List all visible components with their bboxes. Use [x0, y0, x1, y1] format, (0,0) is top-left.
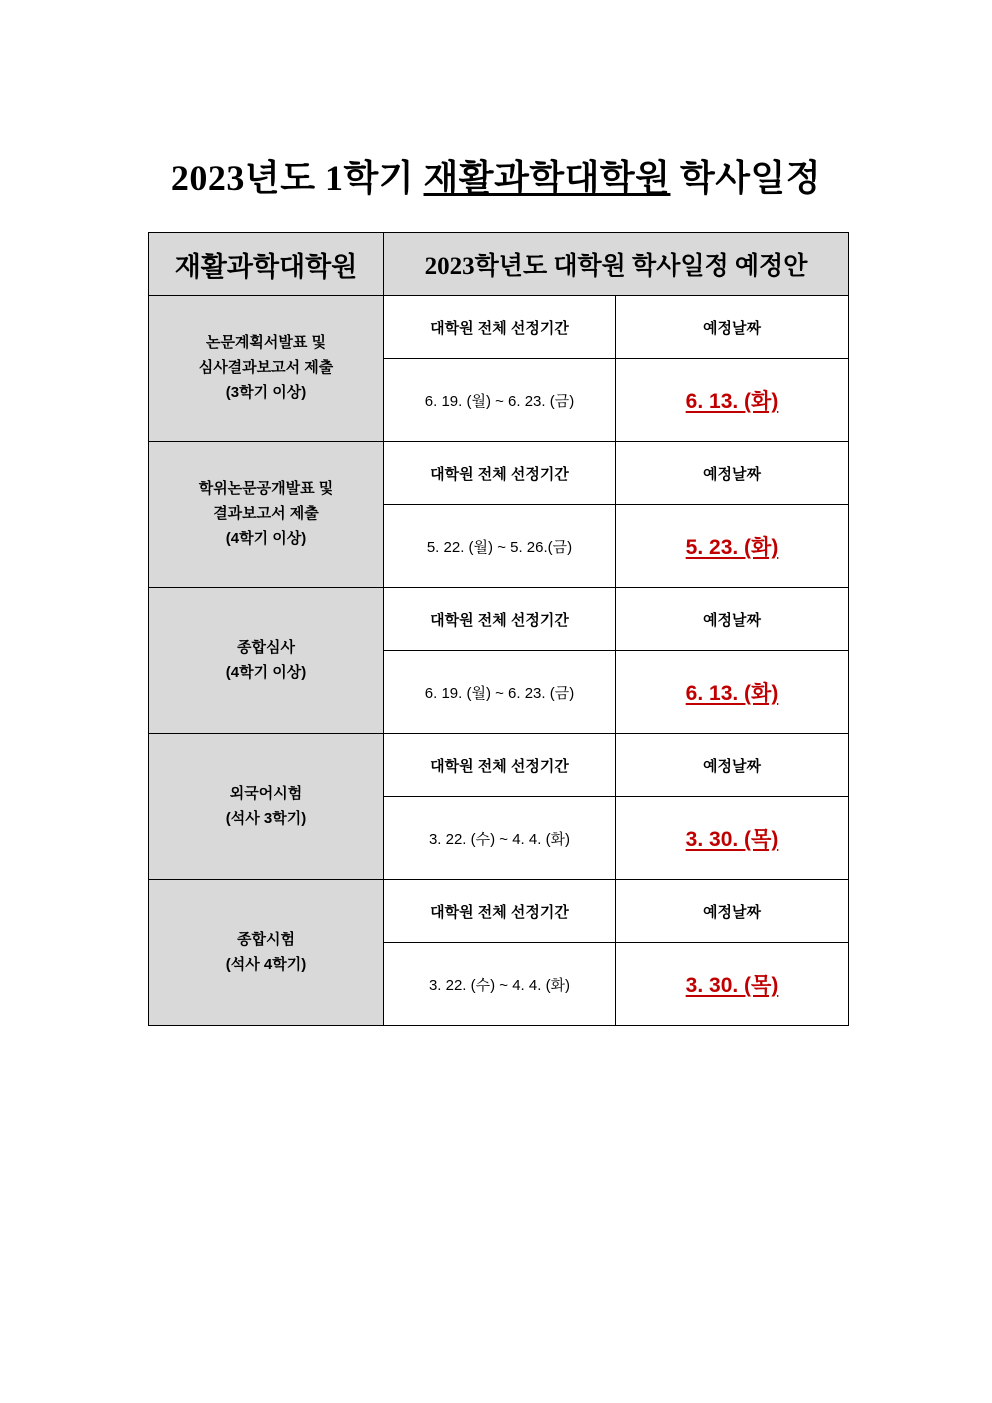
page-title-suffix: 학사일정 — [670, 158, 822, 198]
category-cell — [149, 734, 384, 880]
date-subheader: 예정날짜 — [616, 734, 849, 797]
date-subheader: 예정날짜 — [616, 296, 849, 359]
table-row — [149, 880, 849, 943]
table-row — [149, 296, 849, 359]
date-value: 5. 23. (화) — [616, 505, 849, 588]
category-line: 결과보고서 제출 — [213, 505, 319, 523]
date-value: 6. 13. (화) — [616, 359, 849, 442]
academic-schedule-table — [148, 232, 849, 1026]
category-line: 논문계획서발표 및 — [205, 334, 327, 352]
category-line: (석사 3학기) — [225, 809, 307, 827]
category-line: 외국어시험 — [229, 784, 303, 802]
category-cell — [149, 588, 384, 734]
date-value: 3. 30. (목) — [616, 797, 849, 880]
category-line: (4학기 이상) — [225, 529, 307, 547]
table-row — [149, 588, 849, 651]
page-title-prefix: 2023년도 1학기 — [170, 158, 424, 198]
period-subheader: 대학원 전체 선정기간 — [384, 734, 616, 797]
category-cell — [149, 880, 384, 1026]
table-header-right: 2023학년도 대학원 학사일정 예정안 — [384, 233, 849, 296]
category-cell — [149, 296, 384, 442]
table-header-row — [149, 233, 849, 296]
category-line: 종합심사 — [237, 638, 295, 656]
category-line: (3학기 이상) — [225, 383, 307, 401]
table-header-left: 재활과학대학원 — [149, 233, 384, 296]
period-value: 3. 22. (수) ~ 4. 4. (화) — [384, 797, 616, 880]
period-subheader: 대학원 전체 선정기간 — [384, 588, 616, 651]
page-title-emphasis: 재활과학대학원 — [423, 158, 671, 198]
date-subheader: 예정날짜 — [616, 442, 849, 505]
date-value: 6. 13. (화) — [616, 651, 849, 734]
table-row — [149, 442, 849, 505]
category-line: 심사결과보고서 제출 — [198, 359, 334, 377]
category-line: 종합시험 — [237, 930, 295, 948]
period-subheader: 대학원 전체 선정기간 — [384, 296, 616, 359]
category-cell — [149, 442, 384, 588]
category-line: (4학기 이상) — [225, 663, 307, 681]
table-row — [149, 734, 849, 797]
period-subheader: 대학원 전체 선정기간 — [384, 880, 616, 943]
period-value: 6. 19. (월) ~ 6. 23. (금) — [384, 651, 616, 734]
category-line: (석사 4학기) — [225, 955, 307, 973]
period-value: 5. 22. (월) ~ 5. 26.(금) — [384, 505, 616, 588]
period-subheader: 대학원 전체 선정기간 — [384, 442, 616, 505]
page-title — [0, 150, 992, 201]
date-subheader: 예정날짜 — [616, 880, 849, 943]
date-value: 3. 30. (목) — [616, 943, 849, 1026]
period-value: 3. 22. (수) ~ 4. 4. (화) — [384, 943, 616, 1026]
date-subheader: 예정날짜 — [616, 588, 849, 651]
period-value: 6. 19. (월) ~ 6. 23. (금) — [384, 359, 616, 442]
category-line: 학위논문공개발표 및 — [198, 480, 334, 498]
